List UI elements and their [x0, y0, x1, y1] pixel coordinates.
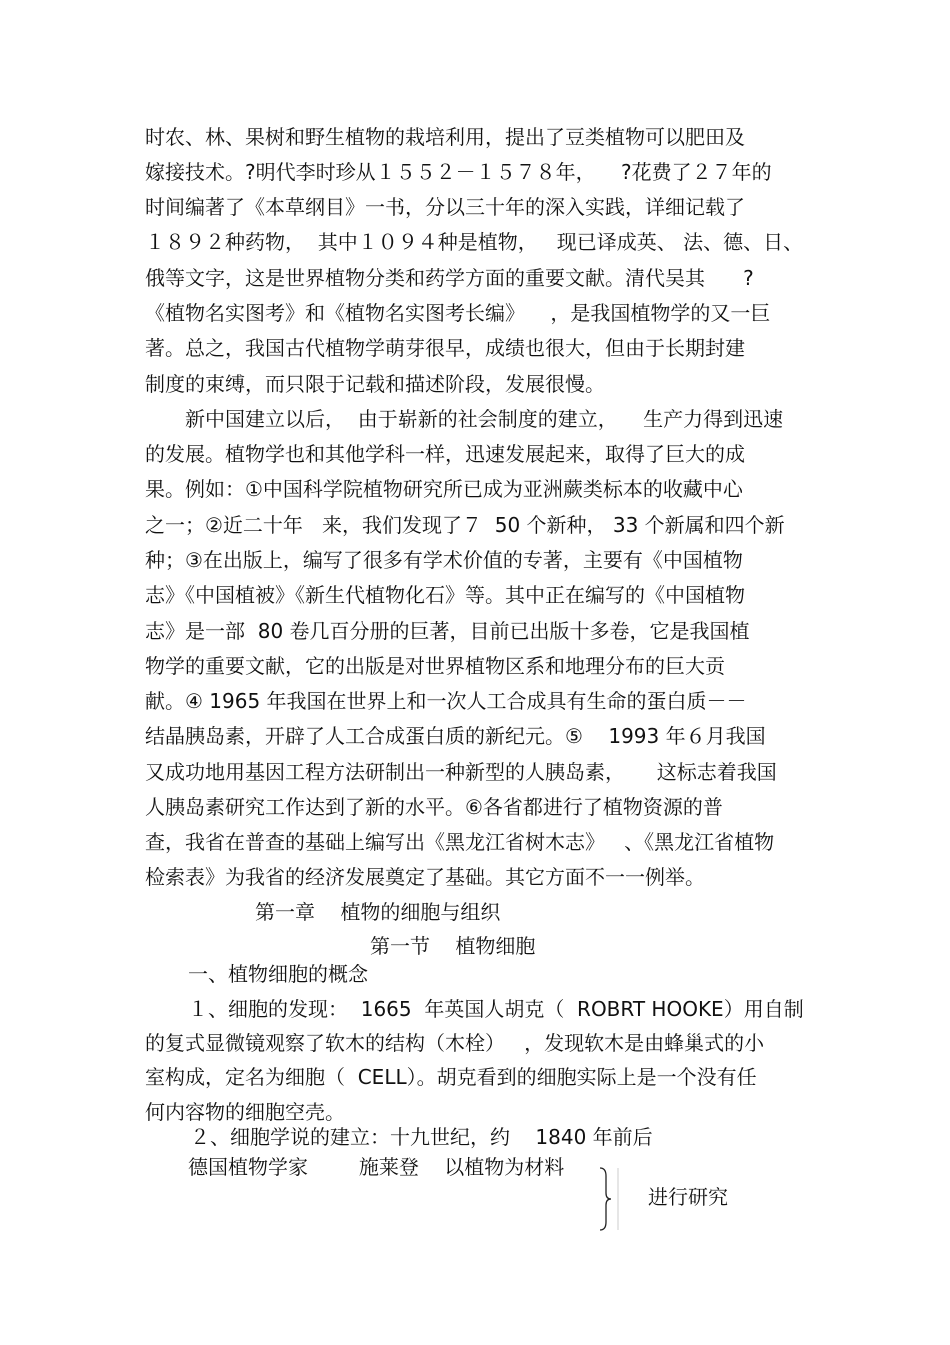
text-line: 何内容物的细胞空壳。 — [145, 1100, 345, 1124]
right-brace — [596, 1166, 622, 1232]
text-line: 种；③在出版上，编写了很多有学术价值的专著，主要有《中国植物 — [145, 548, 743, 572]
text-line: 的复式显微镜观察了软木的结构（木栓） ，发现软木是由蜂巢式的小 — [145, 1031, 765, 1055]
text-line: 进行研究 — [648, 1185, 728, 1209]
text-line: 结晶胰岛素，开辟了人工合成蛋白质的新纪元。⑤ 1993 年６月我国 — [145, 724, 766, 748]
subsection-heading: 一、植物细胞的概念 — [188, 962, 368, 986]
text-line: 德国植物学家 施莱登 以植物为材料 — [188, 1155, 565, 1179]
text-line: 俄等文字，这是世界植物分类和药学方面的重要文献。清代吴其 ? — [145, 266, 754, 290]
text-line: 人胰岛素研究工作达到了新的水平。⑥各省都进行了植物资源的普 — [145, 795, 723, 819]
text-line: 制度的束缚，而只限于记载和描述阶段，发展很慢。 — [145, 372, 605, 396]
text-line: 志》《中国植被》《新生代植物化石》等。其中正在编写的《中国植物 — [145, 583, 745, 607]
text-line: 《植物名实图考》和《植物名实图考长编》 ，是我国植物学的又一巨 — [145, 301, 771, 325]
text-line: 的发展。植物学也和其他学科一样，迅速发展起来，取得了巨大的成 — [145, 442, 745, 466]
text-line: 果。例如：①中国科学院植物研究所已成为亚洲蕨类标本的收藏中心 — [145, 477, 743, 501]
text-line: 物学的重要文献，它的出版是对世界植物区系和地理分布的巨大贡 — [145, 654, 725, 678]
text-line: 时农、林、果树和野生植物的栽培利用，提出了豆类植物可以肥田及 — [145, 125, 745, 149]
text-line: ２、细胞学说的建立：十九世纪，约 1840 年前后 — [190, 1125, 653, 1149]
chapter-heading: 第一章 植物的细胞与组织 — [255, 900, 501, 924]
text-line: 献。④ 1965 年我国在世界上和一次人工合成具有生命的蛋白质－－ — [145, 689, 747, 713]
text-line: 室构成，定名为细胞（ CELL）。胡克看到的细胞实际上是一个没有任 — [145, 1065, 757, 1089]
text-line: 之一；②近二十年 来，我们发现了７ 50 个新种， 33 个新属和四个新 — [145, 513, 785, 537]
text-line: １、细胞的发现： 1665 年英国人胡克（ ROBRT HOOKE）用自制 — [188, 997, 804, 1021]
text-line: １８９２种药物， 其中１０９４种是植物， 现已译成英、 法、德、日、 — [145, 230, 804, 254]
text-line: 时间编著了《本草纲目》一书，分以三十年的深入实践，详细记载了 — [145, 195, 745, 219]
text-line: 著。总之，我国古代植物学萌芽很早，成绩也很大，但由于长期封建 — [145, 336, 745, 360]
text-line: 嫁接技术。?明代李时珍从１５５２－１５７８年， ?花费了２７年的 — [145, 160, 772, 184]
text-line: 检索表》为我省的经济发展奠定了基础。其它方面不一一例举。 — [145, 865, 705, 889]
text-line: 新中国建立以后， 由于崭新的社会制度的建立， 生产力得到迅速 — [185, 407, 784, 431]
section-heading: 第一节 植物细胞 — [370, 934, 536, 958]
text-line: 查，我省在普查的基础上编写出《黑龙江省树木志》 、《黑龙江省植物 — [145, 830, 775, 854]
text-line: 志》是一部 80 卷几百分册的巨著，目前已出版十多卷，它是我国植 — [145, 619, 750, 643]
text-line: 又成功地用基因工程方法研制出一种新型的人胰岛素， 这标志着我国 — [145, 760, 777, 784]
